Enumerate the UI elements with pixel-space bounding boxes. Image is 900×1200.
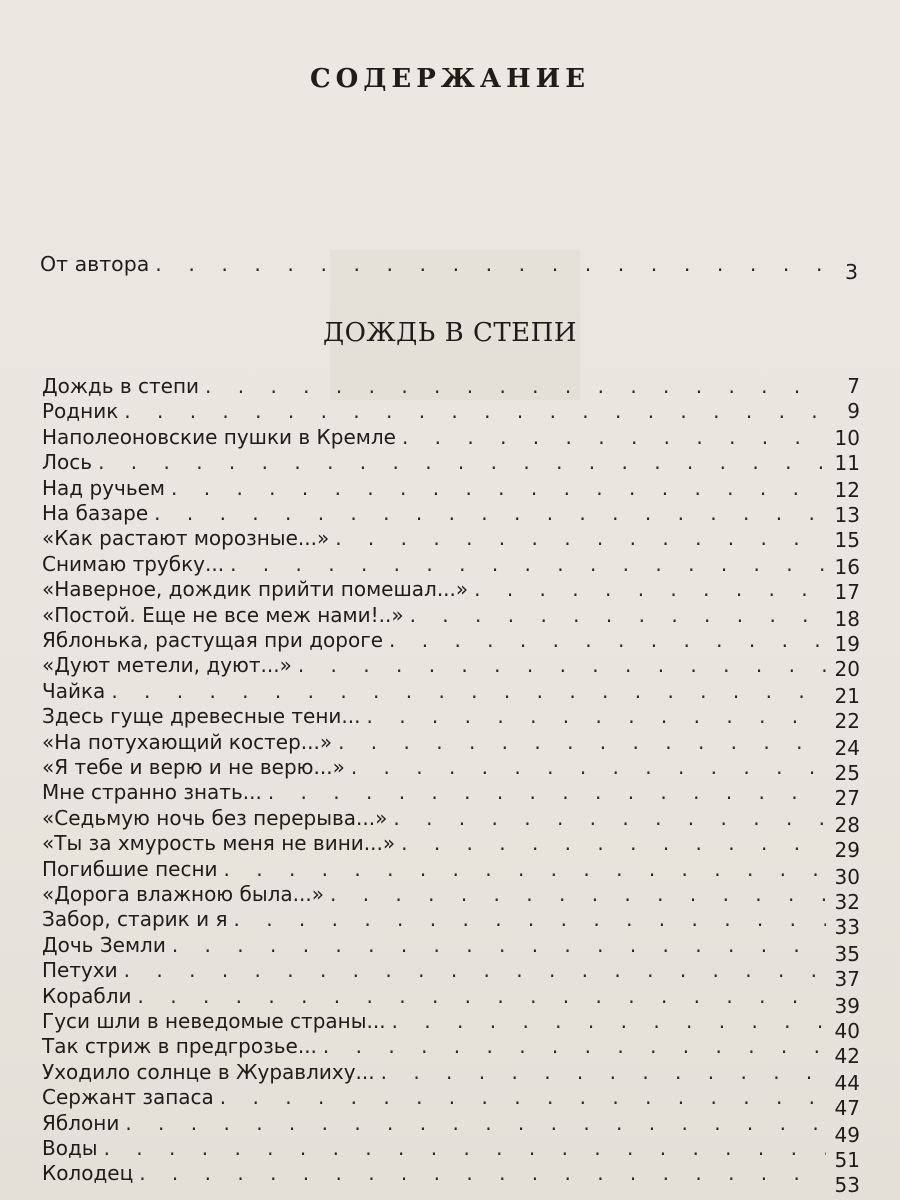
leader-dots bbox=[154, 501, 826, 525]
toc-entry bbox=[42, 1059, 860, 1095]
leader-dots bbox=[233, 907, 826, 931]
toc-entry-page: 16 bbox=[834, 554, 860, 579]
toc-entry bbox=[42, 780, 860, 811]
leader-dots bbox=[351, 755, 826, 779]
toc-entry-page: 25 bbox=[834, 761, 860, 785]
toc-entry bbox=[42, 501, 860, 527]
leader-dots bbox=[172, 933, 826, 957]
toc-entry-page: 33 bbox=[834, 915, 860, 940]
toc-entry-title: «Дорога влажною была...» bbox=[42, 882, 324, 906]
toc-entry bbox=[42, 1161, 860, 1198]
toc-entry-page: 27 bbox=[834, 786, 860, 811]
toc-entry-title: «На потухающий костер...» bbox=[42, 729, 333, 754]
toc-entry-page: 44 bbox=[834, 1070, 860, 1095]
toc-entry-title: Воды bbox=[42, 1136, 98, 1160]
toc-entry-title: Забор, старик и я bbox=[42, 907, 228, 932]
toc-entry-title: Колодец bbox=[42, 1161, 134, 1186]
leader-dots bbox=[124, 399, 826, 423]
toc-entry-page: 51 bbox=[834, 1148, 860, 1172]
leader-dots bbox=[104, 1136, 826, 1160]
toc-entry-title: На базаре bbox=[42, 501, 149, 525]
toc-entry bbox=[42, 1009, 860, 1043]
toc-entry-page: 49 bbox=[834, 1122, 860, 1147]
toc-entry bbox=[42, 374, 860, 400]
toc-entry bbox=[42, 1136, 860, 1172]
leader-dots bbox=[389, 628, 826, 652]
toc-entry-page: 24 bbox=[834, 735, 860, 760]
leader-dots bbox=[155, 252, 824, 276]
leader-dots bbox=[124, 958, 826, 982]
toc-entry bbox=[42, 958, 860, 992]
toc-entry-page: 39 bbox=[834, 993, 860, 1018]
leader-dots bbox=[410, 603, 826, 627]
leader-dots bbox=[205, 374, 826, 398]
leader-dots bbox=[230, 552, 826, 576]
toc-entry-title: Яблонька, растущая при дороге bbox=[42, 628, 384, 652]
toc-entry bbox=[42, 552, 860, 578]
toc-entry-page: 11 bbox=[834, 451, 860, 476]
toc-entry bbox=[42, 1034, 860, 1069]
leader-dots bbox=[402, 425, 826, 449]
toc-entry-page: 53 bbox=[834, 1173, 860, 1198]
toc-entry bbox=[42, 577, 860, 603]
toc-entry-title: «Седьмую ночь без перерыва...» bbox=[42, 805, 388, 830]
leader-dots bbox=[474, 577, 826, 601]
toc-entry-title: Гуси шли в неведомые страны... bbox=[42, 1009, 386, 1033]
toc-entry-page: 20 bbox=[834, 657, 860, 682]
toc-entry-page: 32 bbox=[834, 890, 860, 914]
leader-dots bbox=[338, 730, 826, 754]
toc-entry bbox=[42, 399, 860, 425]
toc-entry bbox=[42, 856, 860, 889]
toc-entry-title: Дочь Земли bbox=[42, 932, 166, 957]
toc-entry bbox=[42, 805, 860, 837]
leader-dots bbox=[171, 476, 826, 500]
toc-entry-title: «Я тебе и верю и не верю...» bbox=[42, 755, 345, 779]
leader-dots bbox=[138, 984, 826, 1008]
toc-entry-page: 3 bbox=[844, 260, 858, 284]
contents-heading: СОДЕРЖАНИЕ bbox=[309, 64, 591, 94]
toc-entry-page: 42 bbox=[834, 1044, 860, 1069]
toc-entry-title: Дождь в степи bbox=[42, 374, 200, 398]
leader-dots bbox=[268, 780, 826, 804]
toc-entry-title: Родник bbox=[42, 399, 119, 424]
toc-entry bbox=[42, 678, 860, 708]
toc-entry bbox=[42, 1085, 860, 1121]
toc-entry bbox=[42, 628, 860, 654]
toc-entry-title: «Наверное, дождик прийти помешал...» bbox=[42, 577, 469, 602]
leader-dots bbox=[111, 679, 826, 703]
section-heading: ДОЖДЬ В СТЕПИ bbox=[322, 318, 578, 348]
toc-entry bbox=[42, 526, 860, 552]
toc-entry-title: Сержант запаса bbox=[42, 1085, 214, 1110]
toc-entry bbox=[42, 907, 860, 940]
toc-entry-title: Петухи bbox=[42, 958, 118, 983]
leader-dots bbox=[367, 704, 827, 728]
leader-dots bbox=[330, 882, 826, 906]
leader-dots bbox=[224, 857, 826, 881]
toc-entry bbox=[42, 1110, 860, 1147]
toc-entry-title: Мне странно знать... bbox=[42, 780, 262, 805]
toc-entry-title: Погибшие песни bbox=[42, 856, 218, 881]
leader-dots bbox=[323, 1034, 826, 1058]
toc-entry-title: Снимаю трубку... bbox=[42, 551, 225, 576]
leader-dots bbox=[98, 450, 826, 474]
toc-entry-page: 37 bbox=[834, 967, 860, 992]
toc-entry-title: От автора bbox=[40, 252, 150, 276]
toc-entry-page: 12 bbox=[834, 477, 860, 502]
toc-entry-title: Здесь гуще древесные тени... bbox=[42, 704, 361, 729]
toc-entry-author bbox=[40, 252, 858, 284]
toc-entry bbox=[42, 729, 860, 760]
leader-dots bbox=[393, 806, 826, 830]
toc-entry bbox=[42, 476, 860, 502]
toc-entry bbox=[42, 831, 860, 863]
leader-dots bbox=[125, 1111, 826, 1135]
toc-entry bbox=[42, 425, 860, 451]
toc-entry-page: 17 bbox=[834, 580, 860, 605]
toc-entry-title: Наполеоновские пушки в Кремле bbox=[42, 424, 396, 449]
toc-entry-title: «Дуют метели, дуют...» bbox=[42, 653, 292, 678]
toc-entry-title: Чайка bbox=[42, 678, 106, 703]
leader-dots bbox=[392, 1009, 826, 1033]
toc-entry-page: 13 bbox=[834, 503, 860, 527]
toc-entry bbox=[42, 983, 860, 1018]
toc-entry-page: 29 bbox=[834, 838, 860, 863]
toc-entry bbox=[42, 450, 860, 476]
toc-entry-title: Так стриж в предгрозье... bbox=[42, 1034, 317, 1059]
toc-entry-page: 35 bbox=[834, 941, 860, 966]
leader-dots bbox=[139, 1161, 826, 1185]
toc-entry-title: Яблони bbox=[42, 1110, 120, 1135]
toc-entry-page: 40 bbox=[834, 1019, 860, 1043]
toc-entry-page: 28 bbox=[834, 812, 860, 837]
leader-dots bbox=[220, 1085, 826, 1109]
toc-entry-page: 7 bbox=[847, 374, 860, 398]
toc-entry-title: «Постой. Еще не все меж нами!..» bbox=[42, 602, 404, 627]
toc-entry-title: Лось bbox=[42, 450, 93, 475]
toc-entry bbox=[42, 603, 860, 629]
toc-entry bbox=[42, 932, 860, 966]
toc-entry-page: 22 bbox=[834, 709, 860, 734]
toc-entry bbox=[42, 653, 860, 682]
leader-dots bbox=[298, 653, 826, 677]
toc-entry-page: 18 bbox=[834, 606, 860, 631]
toc-entry-page: 15 bbox=[834, 528, 860, 553]
leader-dots bbox=[381, 1060, 826, 1084]
toc-entry bbox=[42, 882, 860, 914]
toc-entry-title: «Ты за хмурость меня не вини...» bbox=[42, 831, 396, 856]
toc-entry-page: 9 bbox=[847, 399, 860, 424]
toc-entry-title: Корабли bbox=[42, 983, 132, 1008]
toc-entry-page: 21 bbox=[834, 683, 860, 708]
leader-dots bbox=[401, 831, 826, 855]
leader-dots bbox=[335, 526, 826, 550]
toc-entry bbox=[42, 704, 860, 734]
toc-entry-title: Над ручьем bbox=[42, 475, 166, 500]
toc-entry-page: 10 bbox=[834, 425, 860, 450]
toc-entry bbox=[42, 755, 860, 785]
toc-entry-title: «Как растают морозные...» bbox=[42, 526, 330, 551]
toc-entry-page: 30 bbox=[834, 864, 860, 889]
toc-entry-title: Уходило солнце в Журавлиху... bbox=[42, 1059, 375, 1084]
toc-entry-page: 47 bbox=[834, 1096, 860, 1121]
toc-entry-page: 19 bbox=[834, 632, 860, 656]
